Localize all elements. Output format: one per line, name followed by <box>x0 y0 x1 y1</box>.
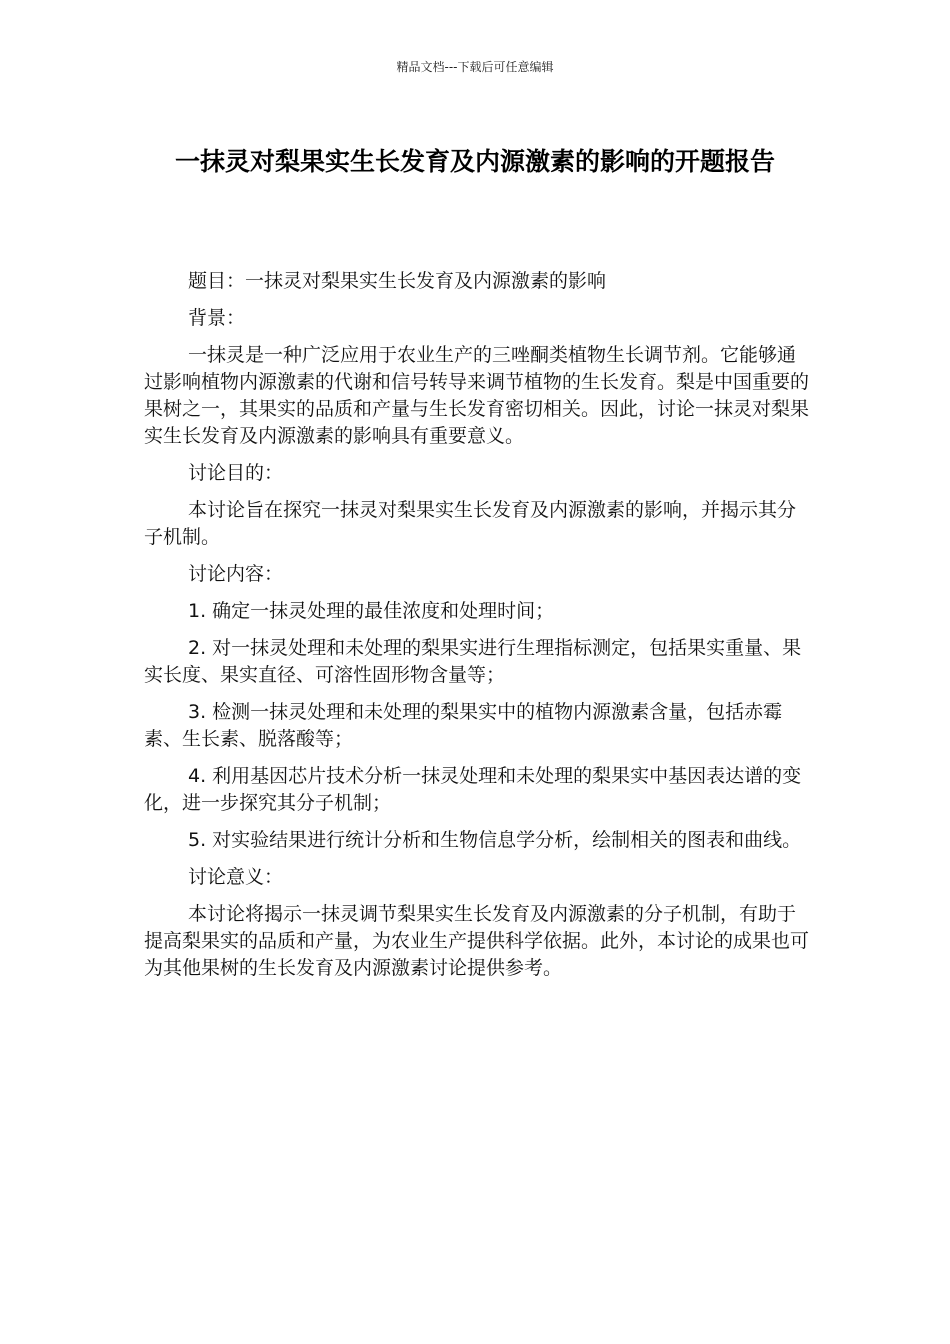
heading-content: 讨论内容： <box>188 563 284 585</box>
list-item: 4. 利用基因芯片技术分析一抹灵处理和未处理的梨果实中基因表达谱的变化，进一步探究其分子机制； <box>144 765 802 814</box>
list-item: 2. 对一抹灵处理和未处理的梨果实进行生理指标测定，包括果实重量、果实长度、果实直径、可溶性固形物含量等； <box>144 637 802 686</box>
paragraph-background: 一抹灵是一种广泛应用于农业生产的三唑酮类植物生长调节剂。它能够通过影响植物内源激素的代谢和信号转导来调节植物的生长发育。梨是中国重要的果树之一，其果实的品质和产量与生长发育密切相关。因此，讨论一抹灵对梨果实生长发育及内源激素的影响具有重要意义。 <box>144 344 810 447</box>
paragraph-topic: 题目：一抹灵对梨果实生长发育及内源激素的影响 <box>188 270 607 292</box>
list-item: 3. 检测一抹灵处理和未处理的梨果实中的植物内源激素含量，包括赤霉素、生长素、脱落酸等； <box>144 701 783 750</box>
heading-purpose: 讨论目的： <box>188 462 284 484</box>
page-header: 精品文档---下载后可任意编辑 <box>396 60 554 74</box>
paragraph-significance: 本讨论将揭示一抹灵调节梨果实生长发育及内源激素的分子机制，有助于提高梨果实的品质和产量，为农业生产提供科学依据。此外，本讨论的成果也可为其他果树的生长发育及内源激素讨论提供参考。 <box>144 903 810 979</box>
list-item: 1. 确定一抹灵处理的最佳浓度和处理时间； <box>188 600 555 622</box>
heading-significance: 讨论意义： <box>188 866 284 888</box>
list-item: 5. 对实验结果进行统计分析和生物信息学分析，绘制相关的图表和曲线。 <box>188 829 802 851</box>
paragraph-purpose: 本讨论旨在探究一抹灵对梨果实生长发育及内源激素的影响，并揭示其分子机制。 <box>144 499 797 548</box>
document-body <box>144 268 812 992</box>
document-title: 一抹灵对梨果实生长发育及内源激素的影响的开题报告 <box>174 147 775 176</box>
heading-background: 背景： <box>188 307 246 329</box>
